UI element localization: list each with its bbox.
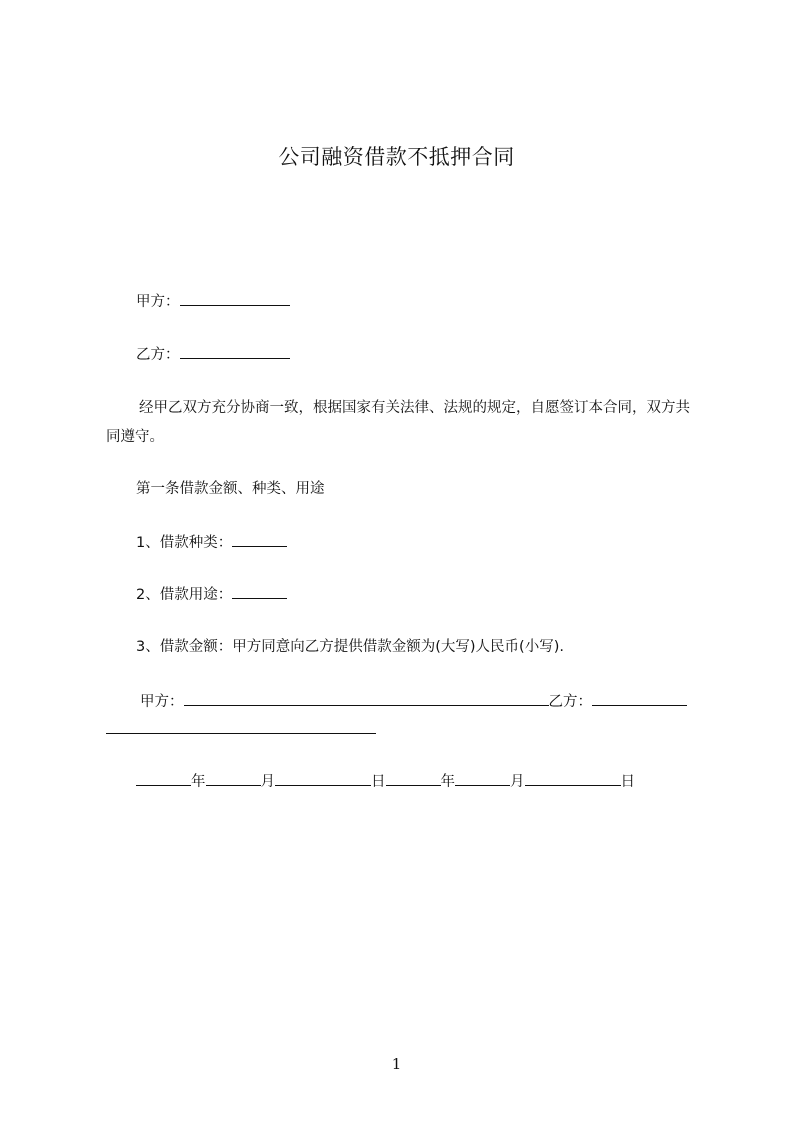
- item1-line: [136, 531, 287, 554]
- date-b-year-label: 年: [440, 774, 455, 790]
- date-b-year-blank[interactable]: [386, 770, 441, 786]
- party-b-line: [136, 343, 290, 366]
- intro-text: 经甲乙双方充分协商一致，根据国家有关法律、法规的规定，自愿签订本合同，双方共同遵守。: [106, 400, 690, 445]
- date-b-month-label: 月: [510, 774, 525, 790]
- date-a-year-label: 年: [191, 774, 206, 790]
- date-a-month-blank[interactable]: [206, 770, 261, 786]
- party-a-label: 甲方：: [136, 294, 180, 310]
- item2-blank[interactable]: [232, 583, 287, 599]
- document-title: 公司融资借款不抵押合同: [278, 145, 515, 169]
- item2-line: [136, 583, 287, 606]
- party-b-label: 乙方：: [136, 347, 180, 363]
- date-b-day-blank[interactable]: [525, 770, 621, 786]
- sign-party-a-blank[interactable]: [184, 690, 549, 706]
- party-b-blank[interactable]: [180, 343, 290, 359]
- date-a-day-blank[interactable]: [275, 770, 371, 786]
- party-a-line: [136, 290, 290, 313]
- sign-party-b-blank[interactable]: [592, 690, 687, 706]
- date-line: [136, 770, 635, 793]
- date-a-year-blank[interactable]: [136, 770, 191, 786]
- item1-label: 1、借款种类：: [136, 535, 233, 551]
- sign-party-a-label: 甲方：: [140, 694, 184, 710]
- intro-paragraph: [106, 394, 691, 452]
- item2-label: 2、借款用途：: [136, 587, 233, 603]
- sign-party-b-label: 乙方：: [548, 694, 592, 710]
- date-b-month-blank[interactable]: [455, 770, 510, 786]
- item1-blank[interactable]: [232, 531, 287, 547]
- party-a-blank[interactable]: [180, 290, 290, 306]
- date-a-day-label: 日: [371, 774, 386, 790]
- sign-party-b-blank-continued[interactable]: [106, 733, 376, 734]
- article1-heading: 第一条借款金额、种类、用途: [136, 481, 325, 497]
- page-number: 1: [391, 1055, 402, 1073]
- item3-text: 3、借款金额：甲方同意向乙方提供借款金额为(大写)人民币(小写).: [136, 639, 564, 655]
- date-b-day-label: 日: [620, 774, 635, 790]
- date-a-month-label: 月: [260, 774, 275, 790]
- signature-line: [140, 690, 687, 713]
